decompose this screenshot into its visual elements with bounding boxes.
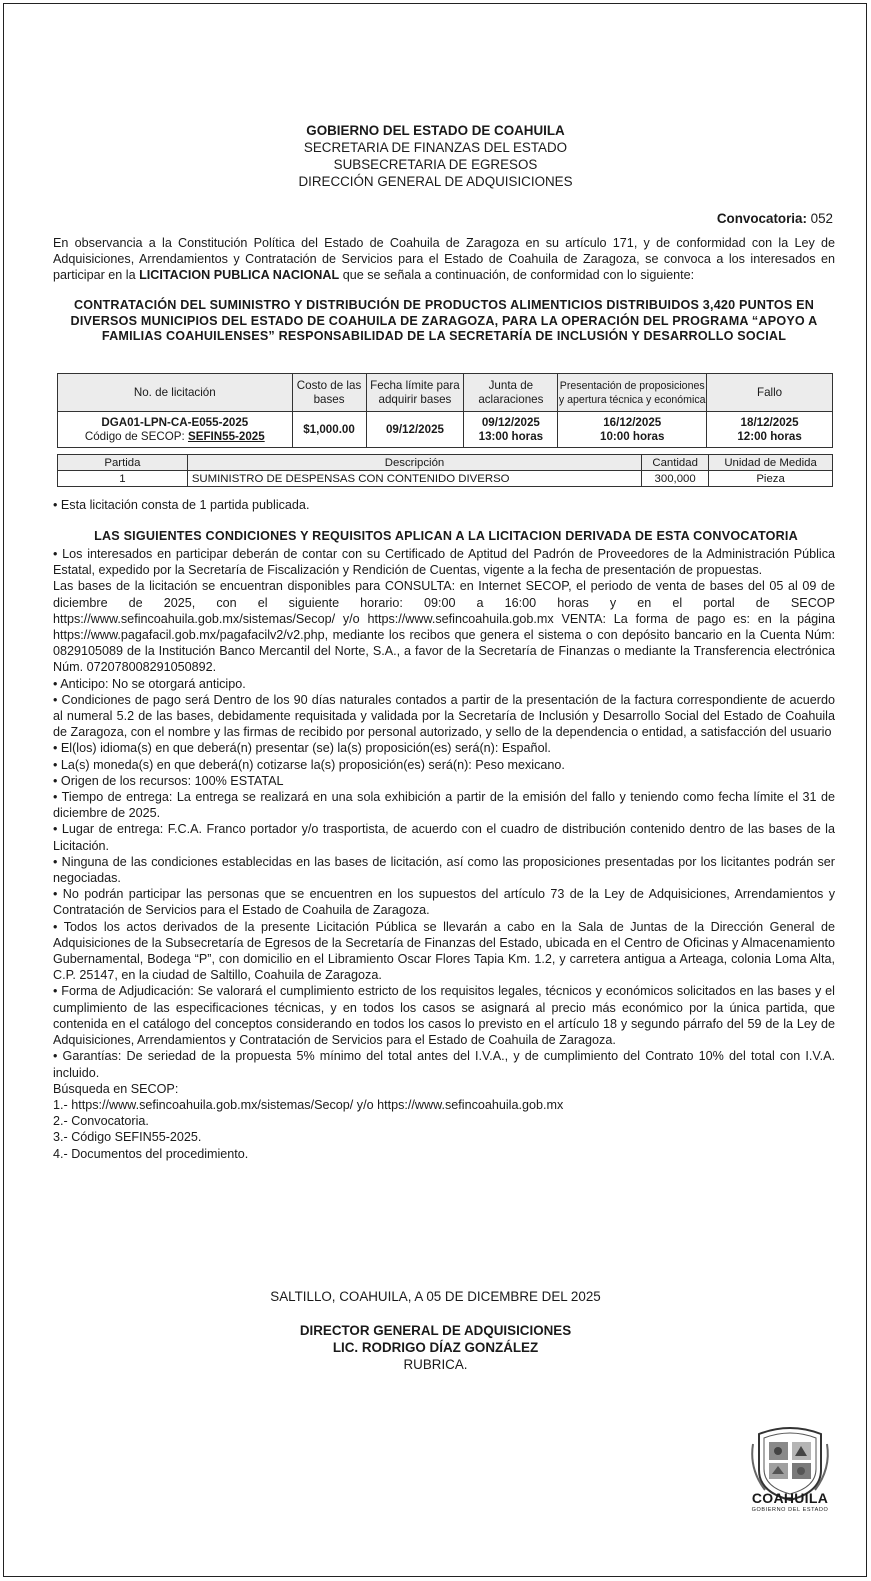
condition-item: • Garantías: De seriedad de la propuesta 5% mínimo del total antes del I.V.A., y de cumplimiento del Contrato 10% del total con I.V.A. incluido. [53, 1049, 835, 1080]
condition-item: • Tiempo de entrega: La entrega se realizará en una sola exhibición a partir de la emisión del fallo y teniendo como fecha límite el 31 de diciembre de 2025. [53, 790, 835, 821]
cell-numero [58, 412, 293, 448]
condition-item: Las bases de la licitación se encuentran disponibles para CONSULTA: en Internet SECOP, el periodo de venta de bases del 05 al 09 de diciembre de 2025, con el siguiente horario: 09:00 a 16:00 horas y en el portal de SECOP https://www.sefincoahuila.gob.mx/sistemas/Secop/ y/o https://www.sefincoahuila.gob.mx VENTA: La forma de pago es: en la página https://www.pagafacil.gob.mx/pagafacilv2/v2.php, mediante los recibos que genera el sistema o con depósito bancario en la Cuenta Núm: 0829105089 de la Institución Banco Mercantil del Norte, S.A., a favor de la Secretaría de Finanzas o mediante la Transferencia electrónica Núm. 072078008291050892. [53, 579, 835, 675]
logo-wordmark: COAHUILA [751, 1490, 829, 1506]
junta-fecha: 09/12/2025 [481, 415, 540, 429]
header-descripcion: Descripción [187, 455, 641, 471]
cell-costo: $1,000.00 [292, 412, 366, 448]
condition-item: • Todos los actos derivados de la presente Licitación Pública se llevarán a cabo en la Sala de Juntas de la Dirección General de Adquisiciones de la Subsecretaría de Egresos de la Secretaría de Finanzas del Estado, ubicada en el Centro de Oficinas y Almacenamiento Gubernamental, Bodega “P”, con domicilio en el Libramiento Oscar Flores Tapia Km. 1.2, y carretera antigua a Arteaga, colonia Loma Alta, C.P. 25147, en la ciudad de Saltillo, Coahuila de Zaragoza. [53, 919, 835, 983]
table-row [58, 471, 833, 487]
signature-block [0, 1322, 871, 1373]
header-partida: Partida [58, 455, 188, 471]
cell-fecha-limite: 09/12/2025 [366, 412, 464, 448]
signature-rubrica: RUBRICA. [403, 1357, 468, 1372]
header-cantidad: Cantidad [642, 455, 709, 471]
header-junta: Junta de aclaraciones [464, 374, 558, 412]
signer-name: LIC. RODRIGO DÍAZ GONZÁLEZ [332, 1340, 539, 1355]
presentacion-fecha: 16/12/2025 [603, 415, 662, 429]
condition-item: • El(los) idioma(s) en que deberá(n) presentar (se) la(s) proposición(es) será(n): Español. [53, 741, 551, 756]
header-unidad: Unidad de Medida [709, 455, 833, 471]
convocatoria-number [717, 211, 833, 226]
presentacion-hora: 10:00 horas [600, 429, 665, 443]
cell-partida: 1 [58, 471, 188, 487]
search-secop-title: Búsqueda en SECOP: [53, 1081, 179, 1096]
conditions-title: LAS SIGUIENTES CONDICIONES Y REQUISITOS APLICAN A LA LICITACION DERIVADA DE ESTA CONVOCATORIA [94, 529, 798, 543]
header-no-licitacion: No. de licitación [58, 374, 293, 412]
header-fallo: Fallo [707, 374, 833, 412]
header-presentacion: Presentación de proposiciones y apertura técnica y económica [558, 374, 707, 412]
licitacion-number: DGA01-LPN-CA-E055-2025 [101, 415, 249, 429]
header-costo: Costo de las bases [292, 374, 366, 412]
logo-subtext: GOBIERNO DEL ESTADO [751, 1507, 829, 1513]
signer-role: DIRECTOR GENERAL DE ADQUISICIONES [299, 1323, 572, 1338]
condition-item: • Condiciones de pago será Dentro de los 90 días naturales contados a partir de la presentación de la factura correspondiente de acuerdo al numeral 5.2 de las bases, debidamente requisitada y validada por la Secretaría de Inclusión y Desarrollo Social del Estado de Coahuila de Zaragoza, con el nombre y las firmas de recibido por personal autorizado, y sello de la dependencia o entidad, a satisfacción del usuario [53, 692, 835, 740]
convocatoria-value: 052 [810, 211, 833, 226]
fallo-hora: 12:00 horas [737, 429, 802, 443]
cell-junta [464, 412, 558, 448]
intro-bold: LICITACION PUBLICA NACIONAL [139, 268, 340, 283]
cell-cantidad: 300,000 [642, 471, 709, 487]
condition-item: • Lugar de entrega: F.C.A. Franco portador y/o trasportista, de acuerdo con el cuadro de distribución contenido dentro de las bases de la Licitación. [53, 822, 835, 853]
header-fecha-limite: Fecha límite para adquirir bases [366, 374, 464, 412]
document-header [0, 122, 871, 190]
condition-item: • No podrán participar las personas que se encuentren en los supuestos del artículo 73 de la Ley de Adquisiciones, Arrendamientos y Contratación de Servicios para el Estado de Coahuila de Zaragoza. [53, 887, 835, 918]
secop-code: SEFIN55-2025 [187, 429, 265, 443]
licitacion-table [57, 373, 833, 448]
convocatoria-label: Convocatoria: [716, 211, 807, 226]
search-step: 4.- Documentos del procedimiento. [53, 1146, 249, 1161]
header-government: GOBIERNO DEL ESTADO DE COAHUILA [306, 123, 565, 138]
cell-presentacion [558, 412, 707, 448]
condition-item: • Forma de Adjudicación: Se valorará el cumplimiento estricto de los requisitos legales, técnicos y económicos solicitados en las bases y el cumplimiento de las especificaciones técnicas, y en todos los casos se asignará al precio más económico por la única partida, que contenida en el catálogo del conceptos considerando en todos los casos lo previsto en el artículo 18 y segundo párrafo del 59 de la Ley de Adquisiciones, Arrendamientos y Contratación de Servicios para el Estado de Coahuila de Zaragoza. [53, 984, 835, 1048]
condition-item: • Los interesados en participar deberán de contar con su Certificado de Aptitud del Padrón de Proveedores de la Administración Pública Estatal, expedido por la Secretaría de Fiscalización y Rendición de Cuentas, vigente a la fecha de presentación de propuestas. [53, 547, 835, 578]
cell-unidad: Pieza [709, 471, 833, 487]
partidas-table [57, 454, 833, 487]
intro-text-end: que se señala a continuación, de conformidad con lo siguiente: [339, 268, 695, 283]
partidas-note: • Esta licitación consta de 1 partida publicada. [53, 498, 310, 512]
junta-hora: 13:00 horas [478, 429, 544, 443]
search-step: 2.- Convocatoria. [53, 1114, 149, 1129]
condition-item: • La(s) moneda(s) en que deberá(n) cotizarse la(s) proposición(es) será(n): Peso mexicano. [53, 757, 565, 772]
search-step: 3.- Código SEFIN55-2025. [53, 1130, 202, 1145]
search-step: 1.- https://www.sefincoahuila.gob.mx/sistemas/Secop/ y/o https://www.sefincoahuila.gob.mx [53, 1097, 564, 1112]
header-secretaria: SECRETARIA DE FINANZAS DEL ESTADO [303, 140, 568, 155]
condition-item: • Ninguna de las condiciones establecidas en las bases de licitación, así como las proposiciones presentadas por los licitantes podrán ser negociadas. [53, 854, 835, 886]
cell-fallo [707, 412, 833, 448]
header-direccion: DIRECCIÓN GENERAL DE ADQUISICIONES [298, 174, 573, 189]
condition-item: • Origen de los recursos: 100% ESTATAL [53, 773, 284, 788]
place-date: SALTILLO, COAHUILA, A 05 DE DICEMBRE DEL 2025 [270, 1289, 601, 1304]
header-subsecretaria: SUBSECRETARIA DE EGRESOS [333, 157, 538, 172]
conditions-list [53, 546, 835, 1162]
intro-paragraph [53, 235, 835, 284]
fallo-fecha: 18/12/2025 [740, 415, 799, 429]
condition-item: • Anticipo: No se otorgará anticipo. [53, 676, 246, 691]
object-title: CONTRATACIÓN DEL SUMINISTRO Y DISTRIBUCIÓN DE PRODUCTOS ALIMENTICIOS DISTRIBUIDOS 3,420 PUNTOS EN DIVERSOS MUNICIPIOS DEL ESTADO DE COAHUILA DE ZARAGOZA, PARA LA OPERACIÓN DEL PROGRAMA “APOYO A FAMILIAS COAHUILENSES” RESPONSABILIDAD DE LA SECRETARÍA DE INCLUSIÓN Y DESARROLLO SOCIAL [70, 298, 818, 343]
cell-descripcion: SUMINISTRO DE DESPENSAS CON CONTENIDO DIVERSO [187, 471, 641, 487]
secop-label: Código de SECOP: [84, 429, 188, 443]
intro-text: En observancia a la Constitución Política del Estado de Coahuila de Zaragoza en su artículo 171, y de conformidad con la Ley de Adquisiciones, Arrendamientos y Contratación de Servicios para el Estado de Coahuila de Zaragoza, se convoca a los interesados en participar en la [53, 236, 835, 283]
